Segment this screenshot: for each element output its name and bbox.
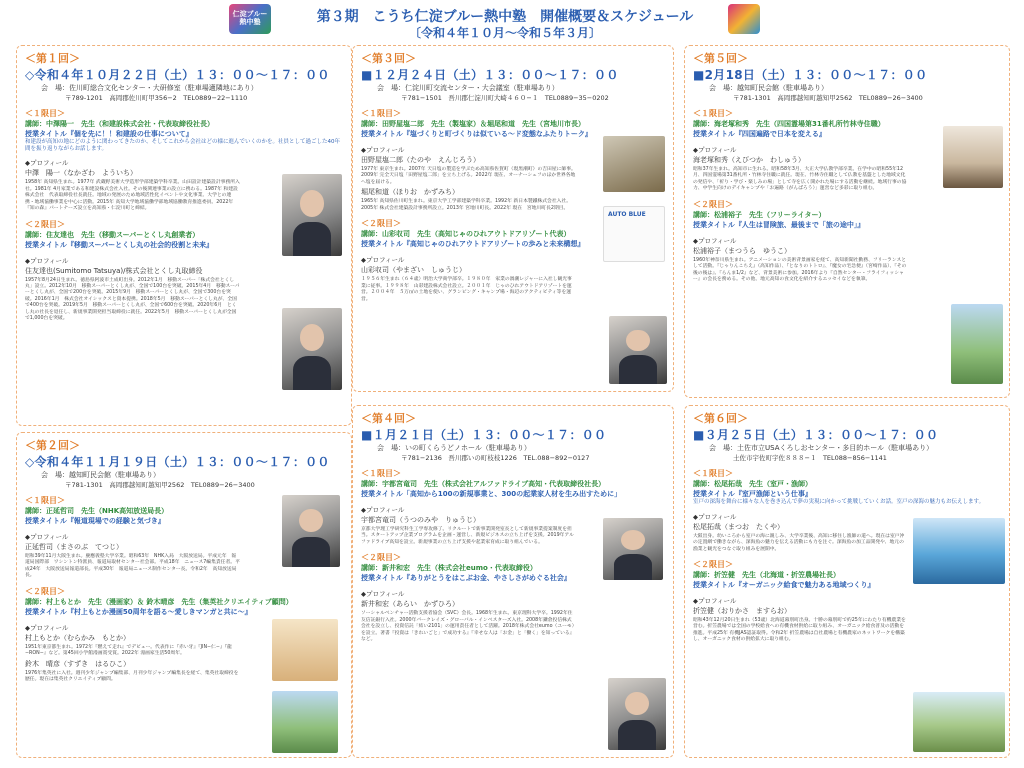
session-card-4	[352, 405, 674, 758]
session-venue: 会 場：土佐市立USAくろしおセンター・多目的ホール（駐車場あり）	[709, 444, 934, 452]
profile-body: ソーシャルベンチャー活動支援者協会（SVC）会長。1968年生まれ。東京理科大学卒。1992年住友信託銀行入社。2000年バークレイズ・グローバル・インベスターズ入社。2008年鎌倉投信株式会社を設立し、投資信託「結い2101」の運用責任者として活躍。2018年株式会社eumo（ユーモ）を設立。著書『投資は「きれいごと」で成功する』『幸せな人は「お金」と「働く」を知っている』など。	[361, 611, 575, 643]
lecturer-photo	[272, 691, 338, 753]
session-date: ■３月２５日（土）１３：００〜１７：００	[693, 428, 939, 442]
lecture-number: ＜１限目＞	[693, 109, 733, 118]
lecturer-name: 講師：松尾拓哉 先生（室戸・漁師）	[693, 480, 812, 488]
lecture-title: 授業タイトル『ありがとうをはこぶお金、やさしさがめぐる社会』	[361, 574, 571, 583]
lecturer-photo	[943, 126, 1003, 188]
profile-heading: ◆プロフィール	[361, 146, 405, 154]
profile-name: 正延哲司（まさのぶ てつじ）	[25, 543, 123, 551]
lecture-title: 授業タイトル『人生は冒険旅、最後まで「旅の途中」』	[693, 220, 865, 229]
lecturer-photo	[913, 692, 1005, 752]
lecture-number: ＜１限目＞	[693, 469, 733, 478]
session-card-1	[16, 45, 352, 426]
profile-heading: ◆プロフィール	[25, 159, 69, 168]
session-round: ＜第１回＞	[25, 52, 80, 65]
profile-body: 京都大学理工学研究科生工学専攻修了。リクルートで新事業開発室長として新規事業提案制度を担当。スタートアップ企業プログラムを企画・運営し、新規ビジネスの立ち上げを支援。2019年アルファドライブ高知を設立。新規事業の立ち上げ支援や起業家育成に取り組んでいる。	[361, 527, 574, 545]
lecture-number: ＜２限目＞	[25, 586, 65, 596]
lecture-number: ＜１限目＞	[25, 109, 65, 118]
session-address: 〒781−1501 吾川郡仁淀川町大崎４６０−１ TEL0889−35−0202	[401, 94, 609, 102]
profile-name: 新井和宏（あらい かずひろ）	[361, 600, 459, 609]
profile-name: 海老塚和秀（えびつか わしゅう）	[693, 156, 805, 164]
lecture-title: 授業タイトル『移動スーパーとくし丸の社会的役割と未来』	[25, 240, 214, 249]
session-date: ◇令和４年１１月１９日（土）１３：００〜１７：００	[25, 455, 330, 469]
session-venue: 会 場：越知町民会館（駐車場あり）	[41, 471, 160, 479]
page-subtitle: 〔令和４年１０月〜令和５年３月〕	[408, 26, 601, 40]
session-venue: 会 場：いの町くらうどノホール（駐車場あり）	[377, 444, 531, 452]
lecturer-name: 講師：折笠健 先生（北海道・折笠農場社長）	[693, 571, 840, 579]
profile-body: 1958年 高知県生まれ。1977年 武蔵野美術大学造形学部建築学科卒業。山田設計建築設計事務所入社。1981年 4月家業である和建設株式会社入社。その後関連事業の設立に携わる。1987年 和建設株式会社 代表取締役社長就任。地域の発展のため地域活性化イベントや文化事業、大学との連携・地域協働事業を中心に活動。2015年 高知大学地域協働学部地域協働教育推進委員。2022年『知の森』パートナーズ設立を高知県・仁淀川町と締結。	[25, 180, 240, 212]
lecturer-photo	[609, 316, 667, 384]
profile-body: 1976年集英社に入社。週刊少年ジャンプ編集部、月刊少年ジャンプ編集長を経て、集英社取締役を歴任。現在は集英社クリエイティブ顧問。	[25, 670, 239, 683]
lecture-number: ＜２限目＞	[361, 219, 401, 229]
session-card-3	[352, 45, 674, 392]
lecturer-photo	[603, 136, 665, 192]
profile-body: 1951年東京都生まれ。1972年『燃えて走れ』でデビュー。代表作に『赤い牙』『JIN−仁−』『龍−RON−』など。第45回小学館漫画賞受賞。2022年 漫画家生活50周年。	[25, 644, 232, 657]
session-date: ◇令和４年１０月２２日（土）１３：００〜１７：００	[25, 68, 330, 82]
profile-name: 住友達也(Sumitomo Tatsuya)/株式会社とくし丸取締役	[25, 266, 203, 275]
profile-body: 1965年 高知県佐川町生まれ。東京大学工学部建築学科卒業。1992年 新日本製鐵株式会社入社。2005年 株式会社建築設計事務所設立。2013年 宮地川町長。2022年 現在 宮地川町長2期目。	[361, 199, 572, 211]
profile-heading: ◆プロフィール	[693, 597, 737, 605]
lecturer-photo: AUTO BLUE	[603, 206, 665, 262]
lecturer-name: 講師：海老塚和秀 先生（四国霊場第31番札所竹林寺住職）	[693, 120, 885, 128]
lecturer-name: 講師：住友達也 先生（移動スーパーとくし丸創業者）	[25, 230, 200, 239]
lecture-title: 授業タイトル『個を先に！！和建設の仕事について』	[25, 130, 193, 138]
profile-heading: ◆プロフィール	[693, 512, 737, 521]
profile-heading: ◆プロフィール	[361, 590, 405, 599]
session-address: 〒781-1301 高岡郡越知町越知甲2562 TEL0889−26−3400	[65, 481, 255, 489]
session-round: ＜第６回＞	[693, 412, 748, 425]
session-round: ＜第４回＞	[361, 412, 416, 425]
session-round: ＜第３回＞	[361, 52, 416, 65]
profile-body: 1957年8月24日生まれ。徳島県阿波市土成町出身。2012年1月 移動スーパー「株式会社とくし丸」設立。2012年10月 移動スーパーとくし丸が、全国で100台を突破。2015年4月 移動スーパーとくし丸が、全国で200台を突破。2015年9月 移動スーパーとくし丸が、全国で300台を突破。2016年1月 株式会社オイシックスと資本提携。2018年5月 移動スーパーとくし丸が、全国で400台を突破。2019年5月 移動スーパーとくし丸が、全国で600台を突破。2020年6月 とくし丸の社長を退任し、新規事業開発担当取締役に就任。2022年5月 移動スーパーとくし丸が全国で1,000台を突破。	[25, 277, 240, 322]
profile-name: 鈴木 晴彦（すずき はるひこ）	[25, 659, 131, 668]
lecturer-photo	[608, 678, 666, 750]
lecturer-name: 講師：山彩収司 先生（高知じゃのひれアウトドアリゾート代表）	[361, 230, 571, 239]
profile-heading: ◆プロフィール	[25, 623, 69, 632]
profile-heading: ◆プロフィール	[25, 533, 69, 541]
profile-heading: ◆プロフィール	[25, 256, 69, 265]
session-round: ＜第２回＞	[25, 439, 80, 452]
lecturer-name: 講師：村上もとか 先生（漫画家）＆ 鈴木晴彦 先生（集英社クリエイティブ顧問）	[25, 597, 293, 606]
profile-name: 山彩収司（やまざい しゅうじ）	[361, 266, 466, 275]
profile-body: １９５６年生まれ（６４歳）明治大学商学部卒。１９８０年 家業の渦潮レジャーに入社し観光事業に従事。１９９８年 山彩建設株式会社設立。２００１年 じゃのひれアウトドアリゾートを運営。２００４年 ５万㎡の土地を使い、グランピング・キャンプ場・海辺のアクティビティ等を運営。	[361, 277, 572, 302]
lecture-title: 授業タイトル「高知から100の新規事業と、300の起業家人材を生み出すために」	[361, 490, 622, 498]
session-round: ＜第５回＞	[693, 52, 748, 65]
lecture-number: ＜１限目＞	[361, 109, 401, 118]
profile-name: 田野屋塩二郎（たのや えんじろう）	[361, 156, 480, 164]
lecture-title: 授業タイトル『報道現場での経験と気づき』	[25, 517, 165, 525]
profile-heading: ◆プロフィール	[693, 236, 737, 245]
profile-heading: ◆プロフィール	[361, 256, 405, 265]
profile-heading: ◆プロフィール	[693, 146, 737, 154]
jukunetsu-logo-left	[229, 4, 271, 34]
session-venue: 会 場：佐川町総合文化センター・大研修室（駐車場適隣地にあり）	[41, 84, 258, 92]
session-venue: 会 場：仁淀川町交流センター・大会議室（駐車場あり）	[377, 84, 559, 92]
lecturer-photo	[272, 619, 338, 681]
session-address: 〒781−2136 吾川郡いの町枝枝1226 TEL.088−892−0127	[401, 454, 590, 462]
session-venue: 会 場：越知町民会館（駐車場あり）	[709, 84, 828, 92]
lecture-number: ＜２限目＞	[693, 560, 733, 569]
profile-name: 宇都宮竜司（うつのみや りゅうじ）	[361, 516, 480, 524]
profile-body: 昭和43年12月20日生まれ（53歳）北海道幕別町出身。十勝の幕別町で約25年にわたり有機農業を営む。折笠農場では全国の学校給食への有機食材供給に取り組み、オーガニック給食普及の活動を推進。平成25年 有機JAS認証取得。令和2年 折笠農場は自社農場と有機農家のネットワークを構築し、オーガニック食材の供給拡大に取り組む。	[693, 618, 906, 643]
jukunetsu-logo-right	[728, 4, 760, 34]
lecture-number: ＜１限目＞	[361, 469, 401, 478]
profile-name: 折笠健（おりかさ ますらお）	[693, 607, 791, 615]
lecture-title: 授業タイトル『高知じゃのひれアウトドアリゾートの歩みと未来構想』	[361, 240, 585, 249]
lecturer-name: 講師：新井和宏 先生（株式会社eumo・代表取締役）	[361, 564, 537, 573]
lecture-title: 授業タイトル『オーガニック給食で魅力ある地域つくり』	[693, 581, 875, 589]
lecturer-photo	[282, 495, 340, 567]
session-card-2	[16, 432, 352, 758]
lecturer-photo	[951, 304, 1003, 384]
profile-name: 堀尾和道（ほりお かずみち）	[361, 188, 459, 197]
page-header	[0, 0, 1024, 44]
lecturer-photo	[603, 518, 663, 580]
lecturer-name: 講師：宇都宮竜司 先生（株式会社アルファドライブ高知・代表取締役社長）	[361, 480, 606, 488]
page-title: 第３期 こうち仁淀ブルー熱中塾 開催概要＆スケジュール	[316, 9, 694, 25]
profile-name: 中澤 陽一（なかざわ よういち）	[25, 169, 137, 178]
profile-name: 松浦裕子（まつうら ゆうこ）	[693, 246, 791, 255]
lecture-number: ＜２限目＞	[361, 553, 401, 563]
lecture-title: 授業タイトル『四国遍路で日本を変える』	[693, 130, 826, 138]
profile-body: 昭和39年11月大阪生まれ。慶應義塾大学卒業。昭和63年 NHK入局 大阪放送局。平成元年 報道局国際部 ワシントン特派員、報道局取材センター社会部。平成18年 ニュース7編集責任者。平成24年 大阪放送局報道部長。平成30年 報道局ニュース制作センター長。令和2年 高知放送局長。	[25, 554, 240, 579]
profile-body: 大阪出身。幼いころから室戸の海に親しみ、大学卒業後、高知に移住し漁師の道へ。現在は室戸沖の定置網で働きながら、深海魚の魅力を伝える活動にも力を注ぐ。深海魚の加工品開発や、地元の漁業と観光をつなぐ取り組みを展開中。	[693, 533, 905, 552]
profile-name: 松尾拓哉（まつお たくや）	[693, 522, 784, 531]
session-date: ■2月18日（土）１３：００〜１７：００	[693, 68, 928, 82]
logo-left-text: 仁淀ブルー 熱中塾	[232, 10, 268, 26]
lecturer-name: 講師：正延哲司 先生（NHK高知放送局長）	[25, 507, 169, 515]
lecturer-name: 講師：松浦裕子 先生（フリーライター）	[693, 210, 826, 219]
session-card-5	[684, 45, 1010, 398]
session-address: 土佐市宇佐町宇佐８８８−１ TEL088−856−1141	[733, 454, 887, 462]
lecture-number: ＜１限目＞	[25, 496, 65, 505]
profile-name: 村上もとか（むらかみ もとか）	[25, 633, 130, 642]
profile-heading: ◆プロフィール	[361, 506, 405, 514]
lecture-description: 和建設が高知の地にどのように関わってきたのか、そしてこれから会社はどの様に進んでいくのかを。社員として過ごした40年間を振り返りながらお話します。	[25, 139, 340, 152]
lecturer-name: 講師：中澤陽一 先生（和建設株式会社・代表取締役社長）	[25, 120, 214, 128]
lecture-title: 授業タイトル『村上もとか漫画50周年を語る〜愛しきマンガと共に〜』	[25, 607, 252, 616]
session-address: 〒781-1301 高岡郡越知町越知甲2562 TEL0889−26−3400	[733, 94, 923, 102]
session-date: ■１２月２４日（土）１３：００〜１７：００	[361, 68, 619, 82]
session-card-6	[684, 405, 1010, 758]
profile-body: 1960年神奈川県生まれ。アニメーションの美術背景画家を経て、高知新聞社勤務、フリーランスとして活動。『じゃりんこちえ』（高知作品）、『となりのトトロ』、『魔女の宅急便』（宮崎作品）、『その後の後は』、『らんま1/2』など、背景美術に参加。2016年より『自然センター・フライフィッシャー』の会長を務める。その他、地元高知の食文化を紹介するエッセイなどを執筆。	[693, 257, 907, 283]
session-date: ■１月２１日（土）１３：００〜１７：００	[361, 428, 607, 442]
session-address: 〒789-1201 高岡郡佐川町甲356−2 TEL0889−22−1110	[65, 94, 248, 102]
lecture-number: ＜２限目＞	[25, 219, 65, 229]
lecture-title: 授業タイトル『塩づくりと町づくりは似ている〜ド変態なふたりトーク』	[361, 130, 592, 138]
lecture-number: ＜２限目＞	[693, 199, 733, 209]
lecture-description: 室戸の深海を舞台に様々な人を巻き込んで夢の実現に向かって挑戦していくお話。室戸の深海の魅力もお伝えします。	[693, 499, 985, 505]
profile-body: 昭和37年生まれ。高知市に生れる。昭和58年3月、大正大学仏教学部卒業。在学中の昭和55年12月、四国霊場第31番札所・竹林寺住職に就任。現在、竹林寺住職として仏教を基盤とした地域文化の発信や、「祈り・学び・楽しみの場」として寺を広く開かれた場にする活動を継続。地域行事の協力、中学生向けのデイキャンプや「お遍路（がんばろう）」運営など多彩に取り組む。	[693, 167, 907, 192]
lecture-title: 授業タイトル『室戸漁師という仕事』	[693, 490, 812, 498]
lecturer-name: 講師：田野屋塩二郎 先生（製塩家）＆堀尾和道 先生（宮地川市長）	[361, 120, 585, 128]
profile-body: 1977年 東京生まれ。2007年 天日塩の製造を学ぶため高知県佐賀町（現黒潮町）の吉田屋に師事。2009年 完全天日塩「田野屋塩二郎」を立ち上げる。2022年 現在、オーナーシェフのほか世界各地へ塩を届ける。	[361, 167, 576, 185]
lecturer-photo	[913, 518, 1005, 584]
lecturer-photo	[282, 174, 342, 256]
lecturer-photo	[282, 308, 342, 390]
